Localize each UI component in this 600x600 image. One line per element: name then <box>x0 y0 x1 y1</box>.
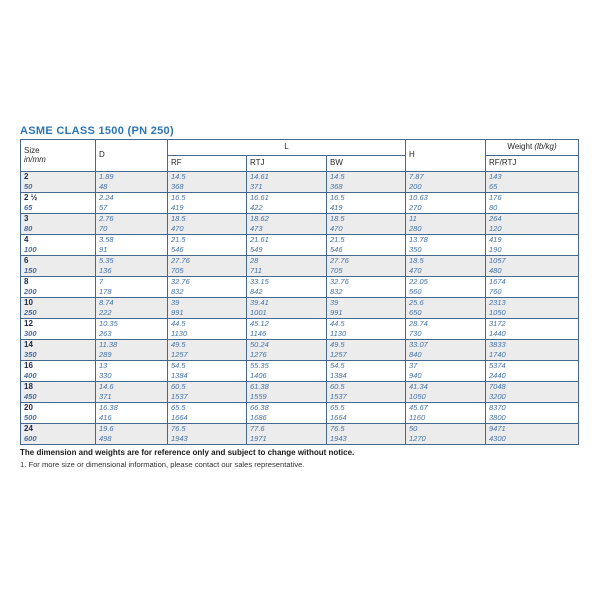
cell-d: 5.35 <box>96 256 168 267</box>
table-row <box>21 340 579 351</box>
cell-h: 1270 <box>406 434 486 445</box>
cell-size: 12 <box>21 319 96 330</box>
table-row <box>21 403 579 414</box>
table-row <box>21 172 579 183</box>
cell-size: 2 ½ <box>21 193 96 204</box>
cell-weight: 4300 <box>486 434 579 445</box>
cell-rtj: 77.6 <box>247 424 327 435</box>
cell-rtj: 55.35 <box>247 361 327 372</box>
cell-rtj: 1001 <box>247 308 327 319</box>
cell-rf: 54.5 <box>168 361 247 372</box>
cell-d: 11.38 <box>96 340 168 351</box>
cell-d: 289 <box>96 350 168 361</box>
cell-h: 28.74 <box>406 319 486 330</box>
cell-d: 14.6 <box>96 382 168 393</box>
cell-weight: 8370 <box>486 403 579 414</box>
cell-weight: 1440 <box>486 329 579 340</box>
header-rf: RF <box>168 156 247 172</box>
table-row <box>21 329 579 340</box>
cell-rf: 49.5 <box>168 340 247 351</box>
cell-rf: 991 <box>168 308 247 319</box>
cell-h: 470 <box>406 266 486 277</box>
cell-bw: 368 <box>327 182 406 193</box>
table-body <box>21 172 579 445</box>
cell-size: 2 <box>21 172 96 183</box>
cell-bw: 1384 <box>327 371 406 382</box>
cell-rf: 44.5 <box>168 319 247 330</box>
cell-rtj: 21.61 <box>247 235 327 246</box>
cell-bw: 18.5 <box>327 214 406 225</box>
cell-rtj: 1406 <box>247 371 327 382</box>
cell-size: 8 <box>21 277 96 288</box>
table-row <box>21 371 579 382</box>
cell-rf: 21.5 <box>168 235 247 246</box>
cell-d: 91 <box>96 245 168 256</box>
cell-rtj: 45.12 <box>247 319 327 330</box>
cell-rtj: 14.61 <box>247 172 327 183</box>
cell-bw: 21.5 <box>327 235 406 246</box>
cell-rf: 419 <box>168 203 247 214</box>
cell-rf: 65.5 <box>168 403 247 414</box>
cell-h: 1160 <box>406 413 486 424</box>
header-row-top <box>21 140 579 156</box>
cell-h: 560 <box>406 287 486 298</box>
cell-weight: 1057 <box>486 256 579 267</box>
cell-h: 280 <box>406 224 486 235</box>
cell-rtj: 16.61 <box>247 193 327 204</box>
cell-weight: 7048 <box>486 382 579 393</box>
cell-size: 150 <box>21 266 96 277</box>
cell-weight: 2440 <box>486 371 579 382</box>
cell-rf: 1257 <box>168 350 247 361</box>
cell-d: 2.76 <box>96 214 168 225</box>
cell-size: 600 <box>21 434 96 445</box>
header-h: H <box>406 140 486 172</box>
cell-weight: 1740 <box>486 350 579 361</box>
header-weight-sub: RF/RTJ <box>486 156 579 172</box>
table-row <box>21 382 579 393</box>
table-row <box>21 413 579 424</box>
table-row <box>21 277 579 288</box>
cell-h: 22.05 <box>406 277 486 288</box>
cell-bw: 14.5 <box>327 172 406 183</box>
cell-rtj: 18.62 <box>247 214 327 225</box>
cell-h: 33.07 <box>406 340 486 351</box>
cell-weight: 419 <box>486 235 579 246</box>
cell-weight: 264 <box>486 214 579 225</box>
cell-bw: 65.5 <box>327 403 406 414</box>
cell-d: 416 <box>96 413 168 424</box>
cell-weight: 80 <box>486 203 579 214</box>
cell-d: 8.74 <box>96 298 168 309</box>
cell-h: 350 <box>406 245 486 256</box>
cell-rf: 1943 <box>168 434 247 445</box>
table-header <box>21 140 579 172</box>
table-row <box>21 193 579 204</box>
cell-d: 330 <box>96 371 168 382</box>
cell-h: 940 <box>406 371 486 382</box>
cell-rf: 39 <box>168 298 247 309</box>
cell-d: 16.38 <box>96 403 168 414</box>
cell-size: 100 <box>21 245 96 256</box>
dimension-table <box>20 139 579 445</box>
cell-size: 250 <box>21 308 96 319</box>
cell-weight: 3200 <box>486 392 579 403</box>
cell-h: 1050 <box>406 392 486 403</box>
table-row <box>21 308 579 319</box>
cell-rf: 368 <box>168 182 247 193</box>
table-row <box>21 266 579 277</box>
cell-weight: 9471 <box>486 424 579 435</box>
cell-weight: 3833 <box>486 340 579 351</box>
cell-h: 13.78 <box>406 235 486 246</box>
table-row <box>21 392 579 403</box>
cell-weight: 3800 <box>486 413 579 424</box>
table-row <box>21 298 579 309</box>
cell-rtj: 1686 <box>247 413 327 424</box>
disclaimer-text: The dimension and weights are for reference only and subject to change without notice. <box>20 448 355 457</box>
table-row <box>21 350 579 361</box>
table-row <box>21 424 579 435</box>
header-d: D <box>96 140 168 172</box>
table-row <box>21 319 579 330</box>
table-row <box>21 434 579 445</box>
cell-d: 10.35 <box>96 319 168 330</box>
cell-bw: 44.5 <box>327 319 406 330</box>
cell-bw: 27.76 <box>327 256 406 267</box>
cell-h: 37 <box>406 361 486 372</box>
cell-size: 24 <box>21 424 96 435</box>
cell-d: 263 <box>96 329 168 340</box>
table-row <box>21 256 579 267</box>
cell-rtj: 1146 <box>247 329 327 340</box>
header-size-unit: in/mm <box>24 154 46 164</box>
cell-h: 10.63 <box>406 193 486 204</box>
cell-rf: 1537 <box>168 392 247 403</box>
cell-d: 2.24 <box>96 193 168 204</box>
cell-weight: 1050 <box>486 308 579 319</box>
cell-bw: 32.76 <box>327 277 406 288</box>
header-l: L <box>168 140 406 156</box>
cell-size: 18 <box>21 382 96 393</box>
cell-d: 371 <box>96 392 168 403</box>
table-row <box>21 361 579 372</box>
cell-d: 48 <box>96 182 168 193</box>
cell-rtj: 33.15 <box>247 277 327 288</box>
cell-rtj: 28 <box>247 256 327 267</box>
cell-d: 70 <box>96 224 168 235</box>
cell-rtj: 711 <box>247 266 327 277</box>
cell-h: 270 <box>406 203 486 214</box>
cell-bw: 49.5 <box>327 340 406 351</box>
cell-rf: 14.5 <box>168 172 247 183</box>
cell-bw: 832 <box>327 287 406 298</box>
cell-bw: 1943 <box>327 434 406 445</box>
cell-d: 178 <box>96 287 168 298</box>
header-rtj: RTJ <box>247 156 327 172</box>
table-row <box>21 203 579 214</box>
cell-bw: 419 <box>327 203 406 214</box>
cell-weight: 176 <box>486 193 579 204</box>
cell-h: 840 <box>406 350 486 361</box>
cell-d: 136 <box>96 266 168 277</box>
cell-weight: 3172 <box>486 319 579 330</box>
cell-bw: 546 <box>327 245 406 256</box>
cell-size: 4 <box>21 235 96 246</box>
cell-size: 50 <box>21 182 96 193</box>
cell-h: 650 <box>406 308 486 319</box>
table-row <box>21 287 579 298</box>
cell-bw: 1257 <box>327 350 406 361</box>
header-bw: BW <box>327 156 406 172</box>
cell-bw: 54.5 <box>327 361 406 372</box>
cell-weight: 480 <box>486 266 579 277</box>
cell-d: 498 <box>96 434 168 445</box>
cell-size: 20 <box>21 403 96 414</box>
cell-h: 45.67 <box>406 403 486 414</box>
cell-size: 80 <box>21 224 96 235</box>
header-size <box>21 140 96 172</box>
header-weight-unit: (lb/kg) <box>534 142 557 152</box>
cell-rtj: 61.38 <box>247 382 327 393</box>
cell-weight: 120 <box>486 224 579 235</box>
cell-h: 50 <box>406 424 486 435</box>
cell-rtj: 1971 <box>247 434 327 445</box>
cell-bw: 76.5 <box>327 424 406 435</box>
cell-rf: 546 <box>168 245 247 256</box>
cell-rtj: 549 <box>247 245 327 256</box>
cell-bw: 1130 <box>327 329 406 340</box>
cell-rf: 76.5 <box>168 424 247 435</box>
cell-h: 7.87 <box>406 172 486 183</box>
cell-weight: 760 <box>486 287 579 298</box>
cell-bw: 991 <box>327 308 406 319</box>
cell-size: 200 <box>21 287 96 298</box>
table-row <box>21 182 579 193</box>
cell-rf: 832 <box>168 287 247 298</box>
header-weight <box>486 140 579 156</box>
cell-rf: 470 <box>168 224 247 235</box>
footnote-1: 1. For more size or dimensional information, please contact our sales representative. <box>20 460 305 469</box>
cell-bw: 705 <box>327 266 406 277</box>
cell-h: 730 <box>406 329 486 340</box>
cell-d: 3.58 <box>96 235 168 246</box>
cell-h: 200 <box>406 182 486 193</box>
table-row <box>21 224 579 235</box>
cell-rf: 1664 <box>168 413 247 424</box>
cell-weight: 5374 <box>486 361 579 372</box>
header-weight-label: Weight <box>507 142 535 152</box>
cell-rf: 60.5 <box>168 382 247 393</box>
cell-size: 400 <box>21 371 96 382</box>
cell-rtj: 842 <box>247 287 327 298</box>
cell-bw: 60.5 <box>327 382 406 393</box>
cell-rtj: 473 <box>247 224 327 235</box>
cell-bw: 1537 <box>327 392 406 403</box>
cell-weight: 143 <box>486 172 579 183</box>
cell-h: 18.5 <box>406 256 486 267</box>
cell-rtj: 1559 <box>247 392 327 403</box>
cell-size: 14 <box>21 340 96 351</box>
cell-size: 65 <box>21 203 96 214</box>
cell-h: 41.34 <box>406 382 486 393</box>
cell-rtj: 39.41 <box>247 298 327 309</box>
cell-size: 350 <box>21 350 96 361</box>
cell-h: 25.6 <box>406 298 486 309</box>
cell-weight: 1674 <box>486 277 579 288</box>
cell-rf: 18.5 <box>168 214 247 225</box>
cell-size: 10 <box>21 298 96 309</box>
cell-bw: 470 <box>327 224 406 235</box>
cell-bw: 39 <box>327 298 406 309</box>
table-row <box>21 214 579 225</box>
cell-d: 13 <box>96 361 168 372</box>
cell-weight: 65 <box>486 182 579 193</box>
header-size-label: Size <box>24 145 40 155</box>
cell-d: 7 <box>96 277 168 288</box>
cell-rtj: 371 <box>247 182 327 193</box>
cell-size: 6 <box>21 256 96 267</box>
cell-size: 16 <box>21 361 96 372</box>
cell-rf: 705 <box>168 266 247 277</box>
cell-rf: 27.76 <box>168 256 247 267</box>
table-row <box>21 235 579 246</box>
cell-rf: 1384 <box>168 371 247 382</box>
cell-size: 300 <box>21 329 96 340</box>
cell-size: 500 <box>21 413 96 424</box>
cell-rf: 32.76 <box>168 277 247 288</box>
cell-bw: 16.5 <box>327 193 406 204</box>
cell-rtj: 50.24 <box>247 340 327 351</box>
cell-bw: 1664 <box>327 413 406 424</box>
cell-d: 19.6 <box>96 424 168 435</box>
cell-d: 57 <box>96 203 168 214</box>
cell-weight: 2313 <box>486 298 579 309</box>
cell-d: 1.89 <box>96 172 168 183</box>
cell-rtj: 1276 <box>247 350 327 361</box>
table-row <box>21 245 579 256</box>
cell-rf: 16.5 <box>168 193 247 204</box>
cell-rtj: 66.38 <box>247 403 327 414</box>
cell-d: 222 <box>96 308 168 319</box>
cell-rf: 1130 <box>168 329 247 340</box>
page-title: ASME CLASS 1500 (PN 250) <box>20 125 174 137</box>
cell-h: 11 <box>406 214 486 225</box>
cell-weight: 190 <box>486 245 579 256</box>
cell-size: 450 <box>21 392 96 403</box>
cell-rtj: 422 <box>247 203 327 214</box>
cell-size: 3 <box>21 214 96 225</box>
